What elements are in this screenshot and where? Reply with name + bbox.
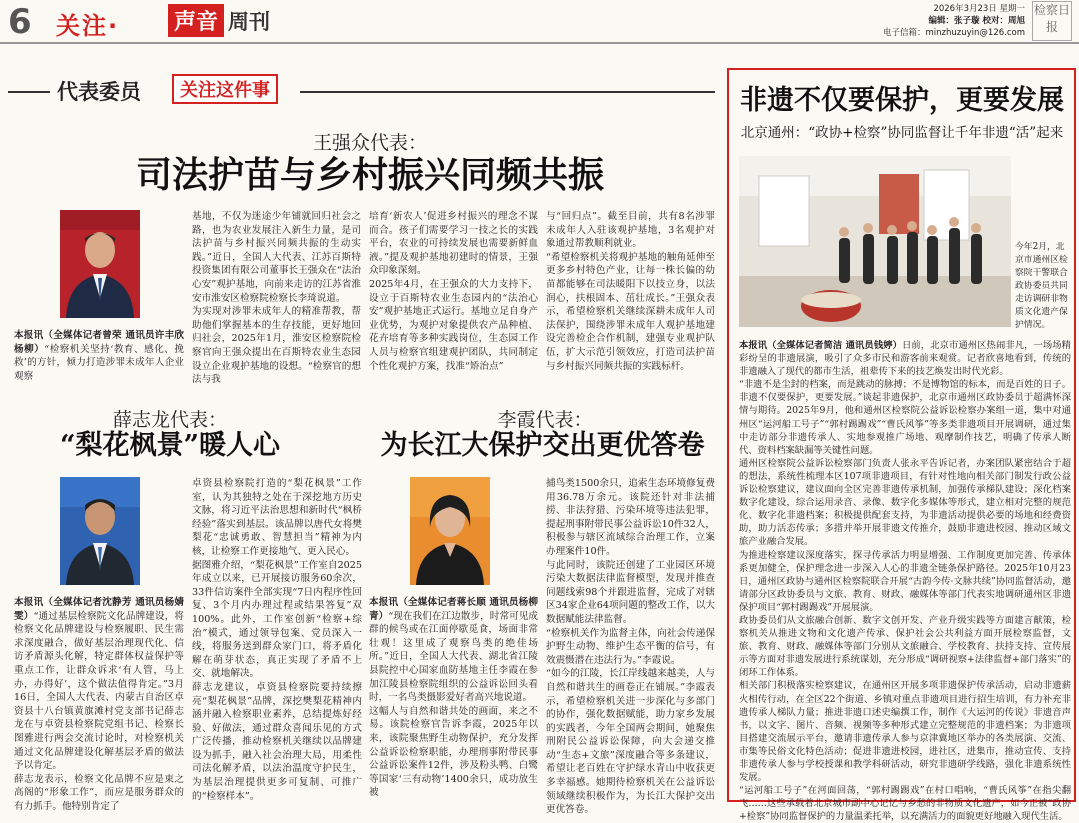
page-number: 6 <box>8 2 32 42</box>
article1-col1: “检察机关坚持‘教育、感化、挽救’的方针，倾力打造涉罪未成年人企业观察 <box>14 343 184 382</box>
editor-line: 编辑：张子璇 校对：周旭 <box>928 16 1025 26</box>
article3-portrait <box>410 477 490 585</box>
article1-col3: 培育‘新农人’促进乡村振兴的理念不谋而合。孩子们需要学习一技之长的实践平台，农业的可持续发展也需要新鲜血液。”提及观护基地初建时的情景，王强众印象深刻。 2025年4月，在王强众的大力支持下，设立于百斯特农业生态园内的“法治心安”观护基地正式运行。基地立足自身产业优势，为观护对象提供农产品种植、花卉培育等多种实践岗位，生态园工作人员与检察官组建观护团队，共同制定个性化观护方案，找准“矫治点” <box>369 211 538 372</box>
article2-col1-text: “通过基层检察院文化品牌建设，将检察文化品牌建设与检察履职、民生需求深度融合，做好基层治理现代化、信访矛盾源头化解，特定群体权益保护等重点工作，让群众诉求‘有人管，马上办，办得好’，这个做法值得肯定。”3月16日，全国人大代表、内蒙古自治区卓资县十八台镇黄旗滩村党支部书记薛志龙在与卓资县检察院党组书记、检察长图雅进行两会交流讨论时，对检察机关通过文化品牌建设化解基层矛盾的做法予以肯定。 薛志龙表示，检察文化品牌不应是束之高阁的“形象工作”，而应是服务群众的有力抓手。他特别肯定了 <box>14 610 185 812</box>
article4-photo <box>739 156 1011 327</box>
article1-col4: 与“回归点”。截至目前，共有8名涉罪未成年人入驻该观护基地，3名观护对象通过帮教顺利就业。 “希望检察机关将观护基地的触角延伸至更多乡村特色产业，让每一株长偏的幼苗都能够在司法暖阳下以技立身，以法润心，扶根固本、茁壮成长。”王强众表示，希望检察机关继续深耕未成年人司法保护，围绕涉罪未成年人观护基地建设完善检企合作机制，建强专业观护队伍，扩大示范引领效应，打造司法护苗与乡村振兴同频共振的实践标杆。 <box>546 211 715 372</box>
article1-headline: 司法护苗与乡村振兴同频共振 <box>135 154 604 196</box>
article2-portrait <box>60 477 140 585</box>
article2-byline: 本报讯（全媒体记者沈静芳 通讯员杨婧雯） <box>14 597 184 622</box>
article3-name: 李霞代表： <box>497 409 593 431</box>
article3-byline: 本报讯（全媒体记者蒋长顺 通讯员杨柳青） <box>369 597 538 622</box>
article2-col2: 卓资县检察院打造的“梨花枫景”工作室，认为其独特之处在于深挖地方历史文脉，将习近平法治思想和新时代“枫桥经验”落实到基层。该品牌以唐代女将樊梨花“忠诚勇敢、智慧担当”精神为内核，让检察工作更接地气、更入民心。 据图雅介绍，“梨花枫景”工作室自2025年成立以来，已开展接访服务60余次，33件信访案件全部实现“7日内程序性回复、3个月内办理过程或结果答复”双100%。此外，工作室创新“检察+综治”模式，通过领导包案、党员深入一线，将服务送到群众家门口，将矛盾化解在萌芽状态，真正实现了矛盾不上交、就地解决。 薛志龙建议，卓资县检察院要持续擦亮“梨花枫景”品牌，深挖樊梨花精神内涵并融入检察职业素养，总结提炼好经验、好做法，通过群众喜闻乐见的方式广泛传播，推动检察机关继续以品牌建设为抓手，融入社会治理大局，用柔性司法化解矛盾，以法治温度守护民生，为基层治理提供更多可复制、可推广的“检察样本”。 <box>192 478 362 802</box>
article1-col2: 基地，不仅为迷途少年铺就回归社会之路，也为农业发展注入新生力量，是司法护苗与乡村振兴同频共振的生动实践。”近日，全国人大代表、江苏百斯特投资集团有限公司董事长王强众在“法治心安”观护基地，向前来走访的江苏省淮安市淮安区检察院检察长李琦说道。 为实现对涉罪未成年人的精准帮教，帮助他们掌握基本的生存技能，更好地回归社会，2025年1月，淮安区检察院检察官向王强众提出在百斯特农业生态园设立企业观护基地的设想。“检察官的想法与我 <box>192 211 361 386</box>
article4-body <box>739 339 1071 823</box>
article3-col1 <box>369 596 538 801</box>
article4-body-text: 日前，北京市通州区热闹非凡，一场场精彩纷呈的非遗展演，吸引了众多市民和游客前来观赏。记者欣喜地看到，传统的非遗融入了现代的都市生活，祖辈传下来的技艺焕发出时代光彩。 “非遗不是尘封的档案，而是跳动的脉搏；不是博物馆的标本，而是百姓的日子。非遗不仅要保护，更要发展。”谈起非遗保护，北京市通州区政协委员于超满怀深情与期待。2025年9月，他和通州区检察院公益诉讼检察办案组一道，集中对通州区“运河船工号子”“郭村踢踢戏”“曹氏风筝”等多类非遗项目开展调研，通过集中走访部分非遗传承人、实地参观推广场地、观摩制作技艺，明确了传承人断代、资料档案缺漏等关键性问题。 通州区检察院公益诉讼检察部门负责人张永平告诉记者，办案团队紧密结合于超的想法，系统性梳理本区107项非遗项目，有针对性地向相关部门制发行政公益诉讼检察建议，建议面向全区完善非遗传承机制，加强传承梯队建设；深化档案数字化建设，综合运用录音、录像、数字化多媒体等形式，建立相对完整的规范化、数字化非遗档案；积极提供配套支持，为非遗活动提供必要的场地和经费资助，助力活态传承；多措并举开展非遗文传推介，鼓励非遗进校园、推动区域文旅产业融合发展。 为推进检察建议深度落实，探寻传承活力明显增强、工作制度更加完善、传承体系更加健全，保护理念进一步深入人心的非遗全链条保护路径。2025年10月23日，通州区政协与通州区检察院联合开展“古韵今传·文脉共续”协同监督活动，邀请部分区政协委员与文旅、教育、财政、融媒体等部门代表实地调研通州区非遗保护项目“郭村踢踢戏”开展展演。 政协委员们从文旅融合创新、数字文创开发、产业升级实践等方面建言献策，检察机关从推进文物和文化遗产传承、保护社会公共利益方面开展检察监督，文旅、教育、财政、融媒体等部门分别从文旅融合、学校教育、扶持支持、宣传展示等方面对非遗发展进行系统谋划，充分形成“调研视察+法律监督+部门落实”的闭环工作体系。 相关部门积极落实检察建议，在通州区开展多项非遗保护传承活动，启动非遗薪火相传行动，在全区22个街道、乡镇对重点非遗项目进行招生培训，有力补充非遗传承人梯队力量；推进非遗口述史编撰工作，制作《大运河的传说》非遗音声书，以文字、图片、音频、视频等多种形式建立完整规范的非遗档案；为非遗项目搭建交流展示平台，邀请非遗传承人参与京津冀地区举办的各类展演、交流、市集等民俗文化特色活动；促进非遗进校园，进社区，进集市，推动宣传、支持非遗传承人参与学校授课和教学科研活动，研究非遗研学线路，强化非遗系统性发展。 “运河船工号子”在河面回荡，“郭村踢踢戏”在村口唱响，“曹氏风筝”在指尖翻飞……这些承载着北京城市副中心记忆与乡愁的非物质文化遗产，如今正被“政协+检察”协同监督保护的力量温柔托举，以充满活力的面貌更好地融入现代生活。 <box>739 340 1071 823</box>
newspaper-logo: 检察日报 <box>1032 1 1072 41</box>
article3-col1-text: “现在我们在江边散步，时常可见成群的候鸟或在江面停歇觅食，场面非常壮观！这里成了观察鸟类的绝佳场所。”近日，全国人大代表、湖北省江陵县院控中心国家血防基地主任李霞在参加江陵县检察院组织的公益诉讼回头看时，一名鸟类摄影爱好者高兴地说道。 这幅人与自然和谐共处的画面，来之不易。该院检察官告诉李霞，2025年以来，该院聚焦野生动物保护，充分发挥公益诉讼检察职能，办理刑事附带民事公益诉讼案件12件，涉及粉头鸭、白鹭等国家‘三有动物’1400余只，成功放生被 <box>369 610 539 799</box>
article2-col1 <box>14 596 185 812</box>
article4-byline: 本报讯（全媒体记者简洁 通讯员钱婷） <box>739 340 903 351</box>
section-tag-red: 关注这件事 <box>172 74 278 104</box>
section-highlight: 声音 <box>168 4 224 37</box>
article2-headline: “梨花枫景”暖人心 <box>59 430 281 461</box>
article4-headline: 非遗不仅要保护，更要发展 <box>740 85 1064 116</box>
date-line: 2026年3月23日 星期一 <box>933 4 1025 14</box>
article3-headline: 为长江大保护交出更优答卷 <box>380 430 705 461</box>
section-prefix: 关注· <box>56 12 120 40</box>
article1-byline: 本报讯（全媒体记者曾荣 通讯员许丰欣 杨柳） <box>14 330 184 355</box>
tag-rule-left <box>8 91 50 93</box>
article1-portrait <box>60 210 140 318</box>
email-line: 电子信箱：minzhuzuyin@126.com <box>883 28 1025 38</box>
section-suffix: 周刊 <box>228 10 270 34</box>
article1-name: 王强众代表： <box>312 132 427 154</box>
article3-col2: 捕鸟类1500余只，追索生态环境修复费用36.78万余元。该院还针对非法捕捞、非法狩猎、污染环境等违法犯罪，提起刑事附带民事公益诉讼10件32人，积极参与辖区流域综合治理工作，立案办理案件10件。 与此同时，该院还创建了工业园区环境污染大数据法律监督模型，发现并推查问题线索98个并跟进监督，完成了对辖区34家企业64项问题的整改工作，以大数据赋能法律监督。 “检察机关作为监督主体，向社会传递保护野生动物、维护生态平衡的信号，有效震慑潜在违法行为。”李霞说。 “如今的江陵，长江岸线越来越美，人与自然和谐共生的画卷正在铺展。”李霞表示，希望检察机关进一步深化与多部门的协作，强化数据赋能，助力家乡发展的实践者，今年全国两会期间，她聚焦刑附民公益诉讼保障，向大会递交推动“生态+文旅”深度融合等多条建议，希望让老百姓在守护绿水青山中收获更多幸福感。她期待检察机关在公益诉讼领域继续积极作为，为长江大保护交出更优答卷。 <box>546 478 715 816</box>
article1-intro <box>14 329 184 385</box>
article2-name: 薛志龙代表： <box>112 409 227 431</box>
tag-rule-right <box>300 91 715 93</box>
section-tag-black: 代表委员 <box>57 80 141 104</box>
masthead-divider <box>0 42 1079 44</box>
article4-caption: 今年2月，北京市通州区检察院干警联合政协委员共同走访调研非物质文化遗产保护情况。 <box>1015 241 1068 330</box>
article4-subhead: 北京通州：“政协+检察”协同监督让千年非遗“活”起来 <box>740 125 1064 141</box>
